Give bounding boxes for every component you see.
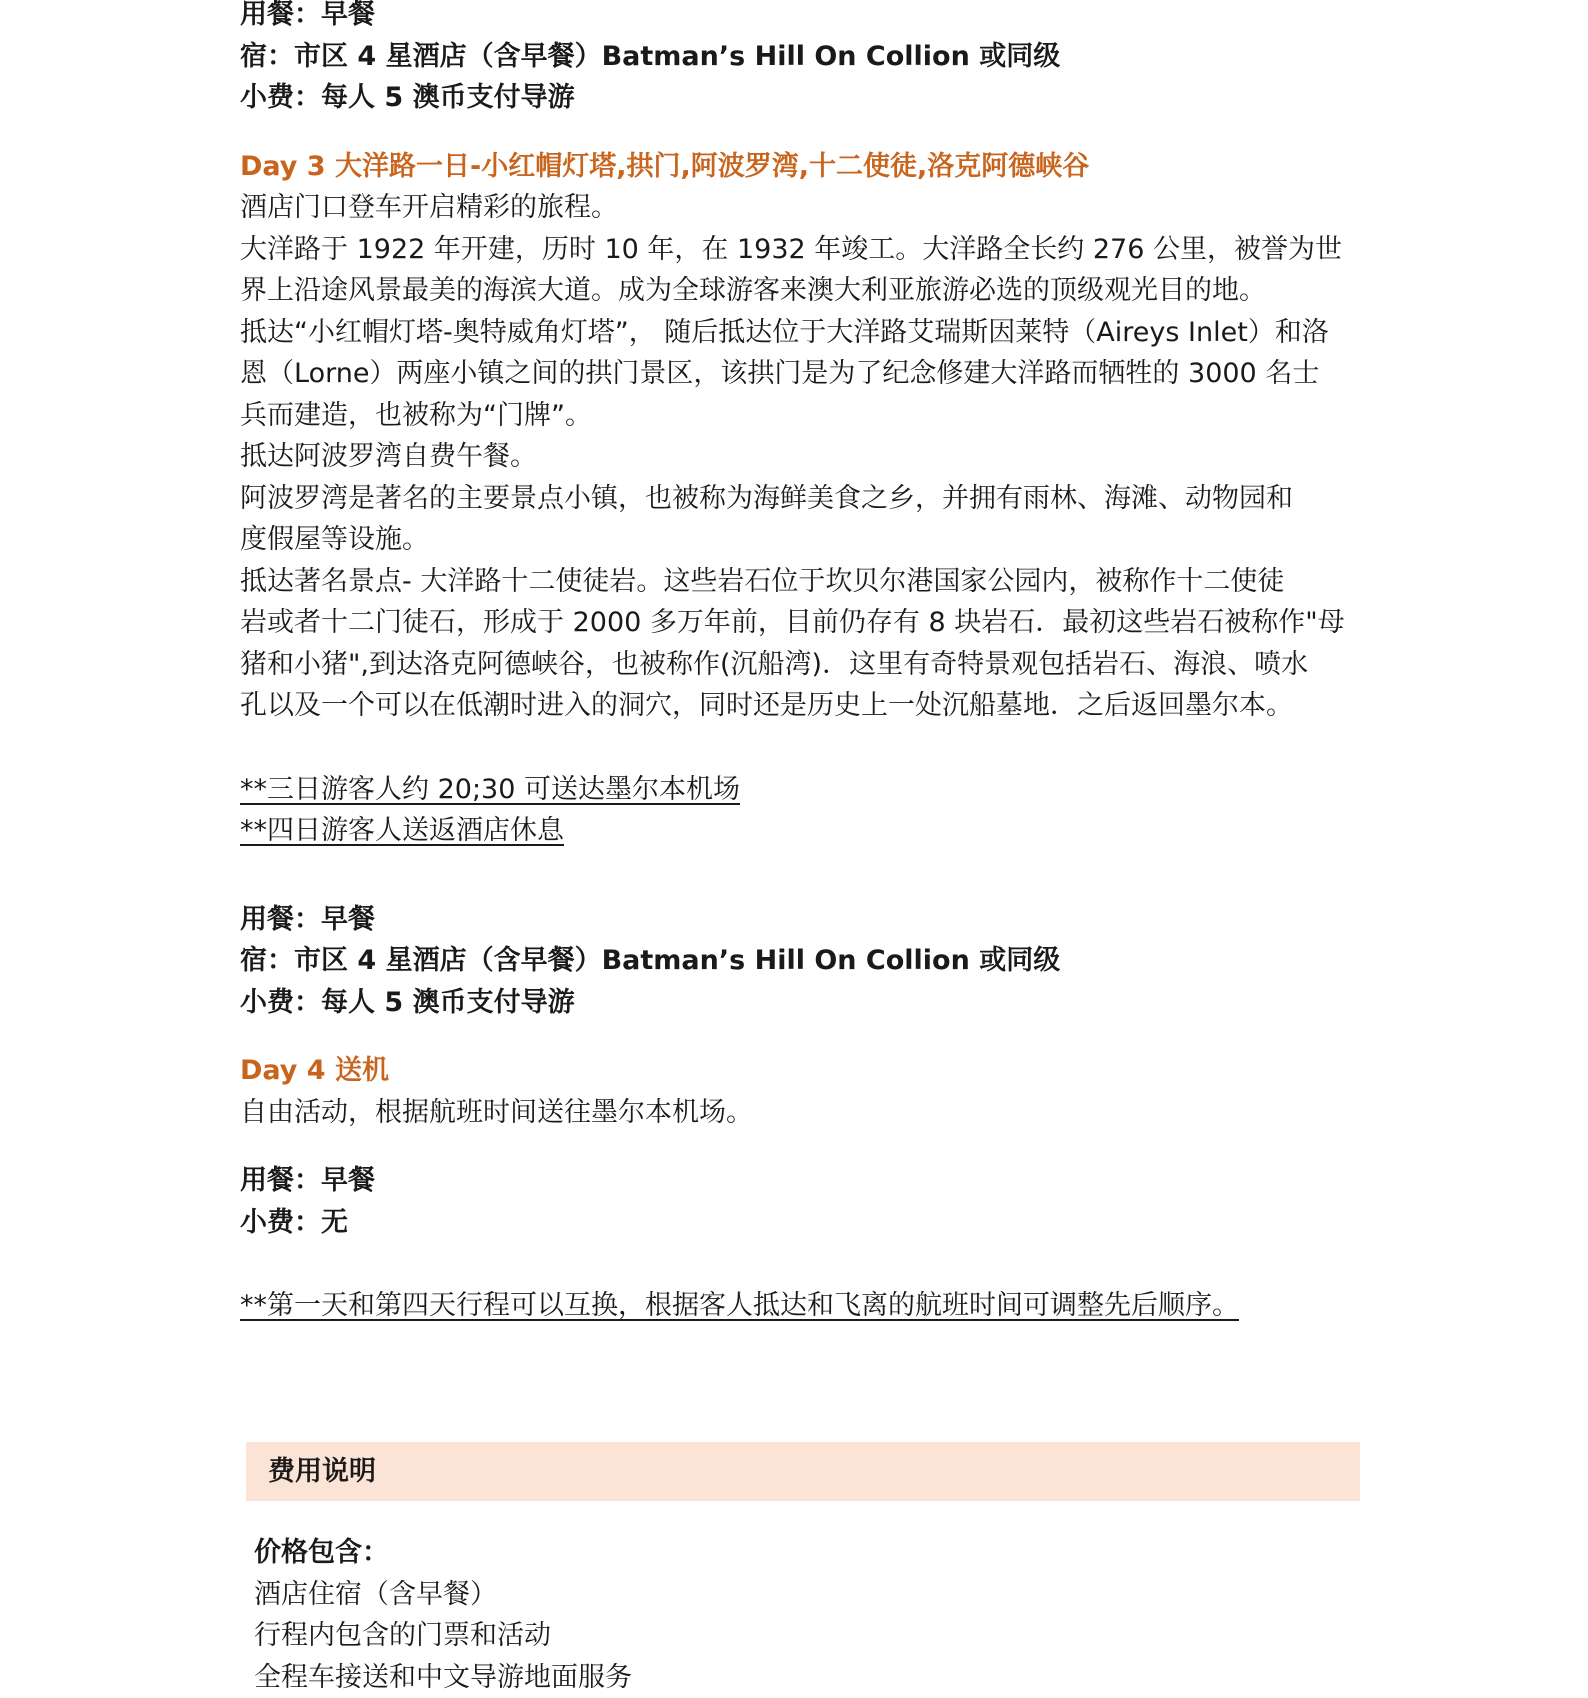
swap-note: **第一天和第四天行程可以互换，根据客人抵达和飞离的航班时间可调整先后顺序。 [240,1290,1239,1321]
day2-meals: 用餐：早餐 [240,0,1360,36]
day3-description [240,187,1360,727]
day2-hotel: 宿：市区 4 星酒店（含早餐）Batman’s Hill On Collion 或同级 [240,36,1360,78]
fee-included-section [254,1532,1354,1698]
day3-line: 度假屋等设施。 [240,519,1360,561]
day3-line: 抵达阿波罗湾自费午餐。 [240,436,1360,478]
day3-line: 兵而建造，也被称为“门牌”。 [240,395,1360,437]
fee-section-header [246,1442,1360,1501]
day3-line: 猪和小猪",到达洛克阿德峡谷，也被称作(沉船湾)．这里有奇特景观包括岩石、海浪、喷水 [240,644,1360,686]
day3-line: 大洋路于 1922 年开建，历时 10 年，在 1932 年竣工。大洋路全长约 276 公里，被誉为世 [240,229,1360,271]
day3-line: 孔以及一个可以在低潮时进入的洞穴，同时还是历史上一处沉船墓地．之后返回墨尔本。 [240,685,1360,727]
day2-tip: 小费：每人 5 澳币支付导游 [240,77,1360,119]
fee-included-item: 全程车接送和中文导游地面服务 [254,1657,1354,1698]
fee-included-item: 酒店住宿（含早餐） [254,1574,1354,1616]
day4-tip: 小费：无 [240,1202,1360,1244]
day3-meals: 用餐：早餐 [240,899,1360,941]
day3-note-four-day: **四日游客人送返酒店休息 [240,815,564,846]
day4-line: 自由活动，根据航班时间送往墨尔本机场。 [240,1092,1360,1134]
day3-line: 阿波罗湾是著名的主要景点小镇，也被称为海鲜美食之乡，并拥有雨林、海滩、动物园和 [240,478,1360,520]
itinerary-document [240,0,1360,1327]
day4-meals: 用餐：早餐 [240,1160,1360,1202]
day3-note-three-day: **三日游客人约 20;30 可送达墨尔本机场 [240,774,740,805]
fee-included-item: 行程内包含的门票和活动 [254,1615,1354,1657]
day3-title: Day 3 大洋路一日-小红帽灯塔,拱门,阿波罗湾,十二使徒,洛克阿德峡谷 [240,146,1360,188]
day3-tip: 小费：每人 5 澳币支付导游 [240,982,1360,1024]
fee-section-title: 费用说明 [268,1451,376,1492]
day3-line: 岩或者十二门徒石，形成于 2000 多万年前，目前仍存有 8 块岩石．最初这些岩石被称作"母 [240,602,1360,644]
day3-line: 界上沿途风景最美的海滨大道。成为全球游客来澳大利亚旅游必选的顶级观光目的地。 [240,270,1360,312]
day3-line: 抵达著名景点- 大洋路十二使徒岩。这些岩石位于坎贝尔港国家公园内，被称作十二使徒 [240,561,1360,603]
day3-line: 恩（Lorne）两座小镇之间的拱门景区，该拱门是为了纪念修建大洋路而牺牲的 3000 名士 [240,353,1360,395]
day3-hotel: 宿：市区 4 星酒店（含早餐）Batman’s Hill On Collion 或同级 [240,940,1360,982]
day3-line: 抵达“小红帽灯塔-奥特威角灯塔”， 随后抵达位于大洋路艾瑞斯因莱特（Aireys Inlet）和洛 [240,312,1360,354]
day4-title: Day 4 送机 [240,1050,1360,1092]
day3-line: 酒店门口登车开启精彩的旅程。 [240,187,1360,229]
fee-included-label: 价格包含： [254,1532,1354,1574]
